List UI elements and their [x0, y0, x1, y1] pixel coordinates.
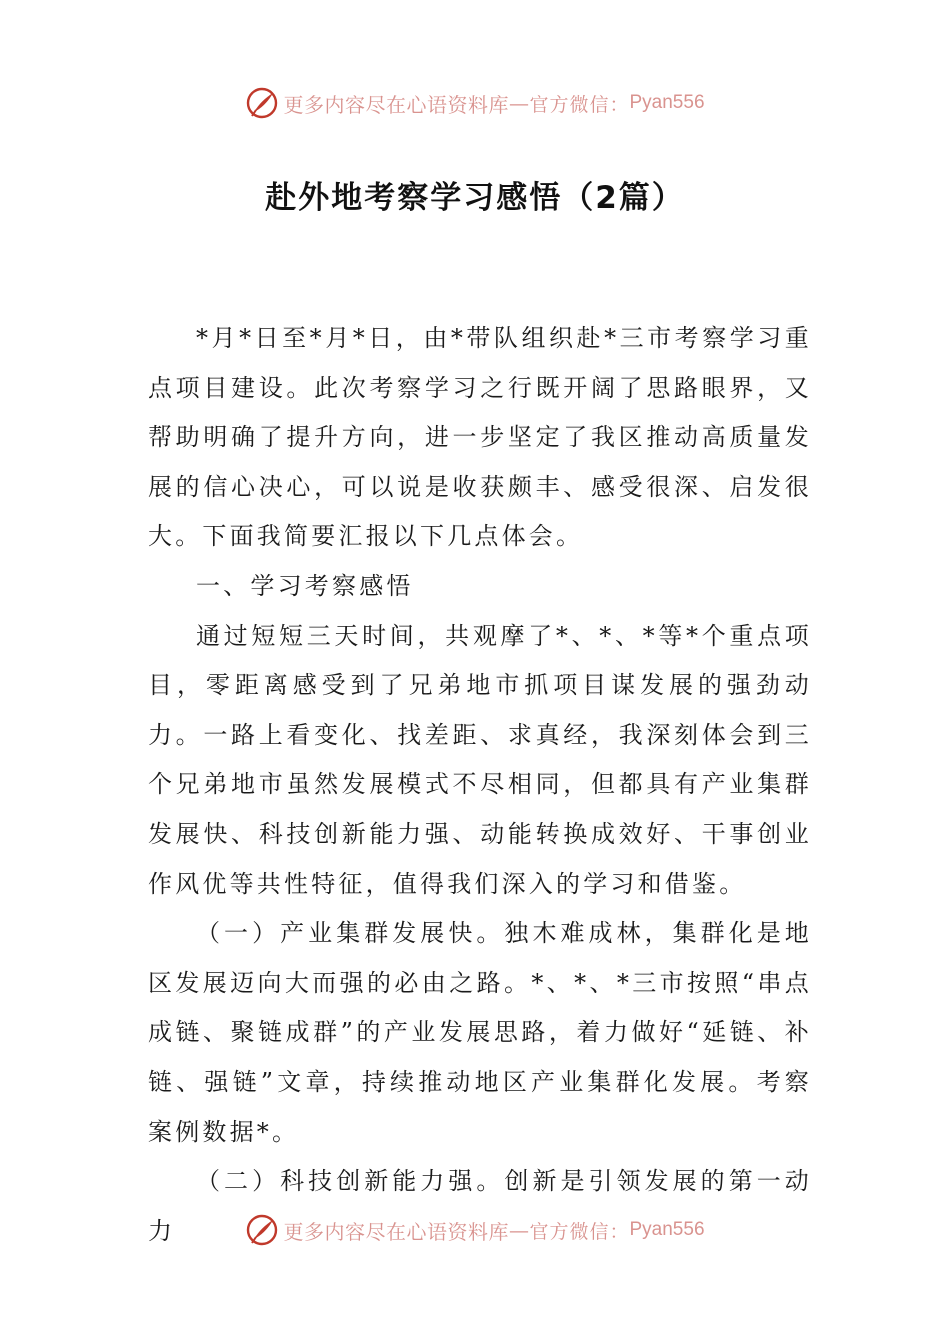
- wechat-label: 官方微信：: [529, 93, 630, 116]
- wechat-label: 官方微信：: [529, 1220, 630, 1243]
- brand-text: 更多内容尽在心语资料库: [283, 1219, 509, 1244]
- document-title: 赴外地考察学习感悟（2篇）: [265, 180, 685, 216]
- brand-text: 更多内容尽在心语资料库: [283, 92, 509, 117]
- paragraph: *月*日至*月*日，由*带队组织赴*三市考察学习重点项目建设。此次考察学习之行既开阔了思路眼界，又帮助明确了提升方向，进一步坚定了我区推动高质量发展的信心决心，可以说是收获颇丰、感受很深、启发很大。下面我简要汇报以下几点体会。: [148, 324, 812, 551]
- paragraph: （二）科技创新能力强。创新是引领发展的第一动力: [148, 1167, 812, 1245]
- feather-pen-logo-icon: [245, 1213, 279, 1247]
- paragraph: 通过短短三天时间，共观摩了*、*、*等*个重点项目，零距离感受到了兄弟地市抓项目谋发展的强劲动力。一路上看变化、找差距、求真经，我深刻体会到三个兄弟地市虽然发展模式不尽相同，但都具有产业集群发展快、科技创新能力强、动能转换成效好、干事创业作风优等共性特征，值得我们深入的学习和借鉴。: [148, 621, 812, 898]
- banner-separator: —: [508, 91, 530, 115]
- document-body: [148, 314, 812, 1256]
- wechat-id: Pyan556: [629, 92, 705, 113]
- banner-separator: —: [508, 1218, 530, 1242]
- feather-pen-logo-icon: [245, 86, 279, 120]
- wechat-id: Pyan556: [629, 1219, 705, 1240]
- paragraph: （一）产业集群发展快。独木难成林，集群化是地区发展迈向大而强的必由之路。*、*、*三市按照“串点成链、聚链成群”的产业发展思路，着力做好“延链、补链、强链”文章，持续推动地区产业集群化发展。考察案例数据*。: [148, 919, 812, 1146]
- footer-watermark-banner: [0, 1210, 950, 1250]
- section-heading: 一、学习考察感悟: [196, 571, 414, 600]
- header-watermark-banner: [0, 83, 950, 123]
